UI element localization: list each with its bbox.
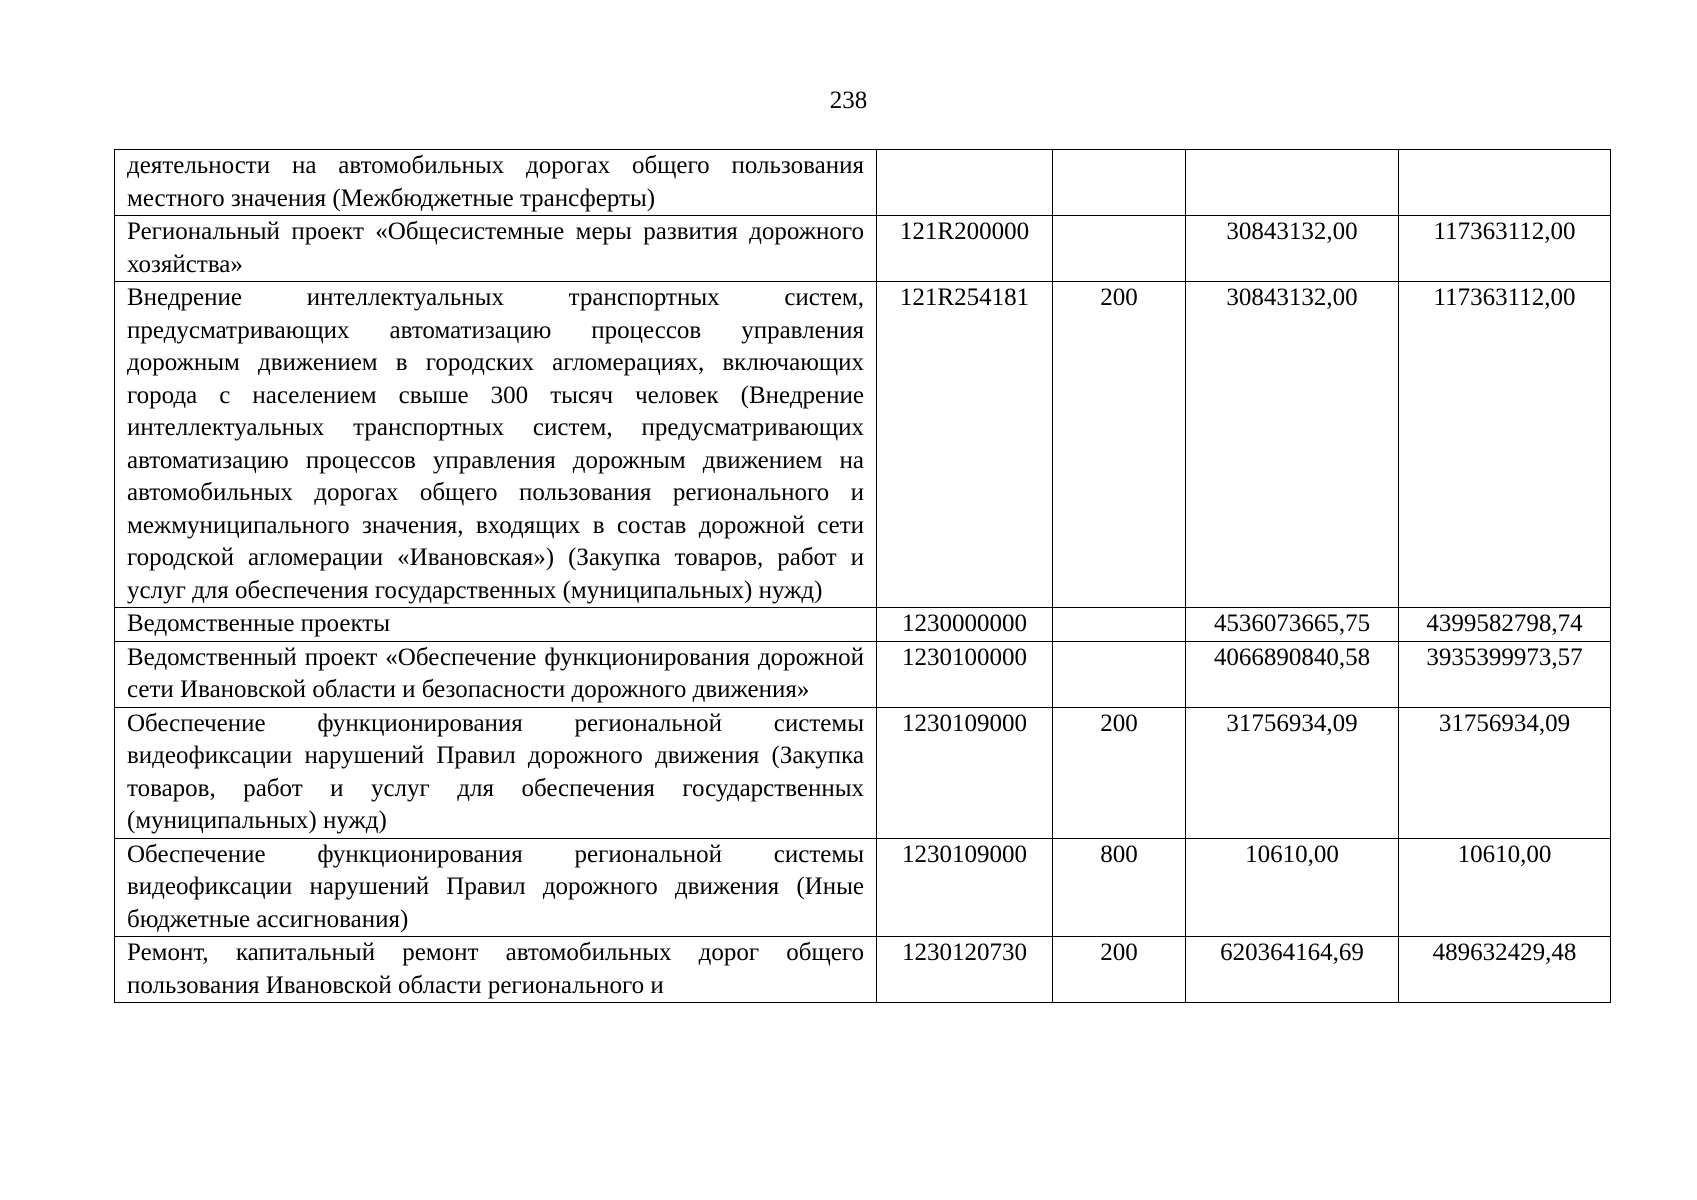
row-name-cell — [115, 216, 877, 282]
row-sum2-cell — [1399, 282, 1611, 608]
row-sum1-cell — [1186, 216, 1399, 282]
row-name: деятельности на автомобильных дорогах общего пользования местного значения (Межбюджетные трансферты) — [127, 152, 864, 212]
row-sum2-cell — [1399, 707, 1611, 838]
row-name: Ведомственный проект «Обеспечение функционирования дорожной сети Ивановской области и безопасности дорожного движения» — [127, 643, 864, 703]
table-row — [115, 282, 1611, 608]
row-sum2-cell — [1399, 216, 1611, 282]
row-code: 121R254181 — [899, 284, 1030, 311]
row-code-cell — [877, 282, 1053, 608]
row-sum2: 3935399973,57 — [1426, 643, 1583, 671]
row-name: Внедрение интеллектуальных транспортных систем, предусматривающих автоматизацию процессов управления дорожным движением в городских агломерациях, включающих города с населением свыше 300 тысяч человек (Внедрение интеллектуальных транспортных систем, предусматривающих автоматизацию процессов управления дорожным движением на автомобильных дорогах общего пользования регионального и межмуниципального значения, входящих в состав дорожной сети городской агломерации «Ивановская») (Закупка товаров, работ и услуг для обеспечения государственных (муниципальных) нужд) — [127, 284, 864, 604]
row-name-cell — [115, 937, 877, 1003]
table-row — [115, 216, 1611, 282]
row-name: Обеспечение функционирования региональной системы видеофиксации нарушений Правил дорожного движения (Закупка товаров, работ и услуг для обеспечения государственных (муниципальных) нужд) — [127, 709, 864, 834]
row-sum1: 31756934,09 — [1226, 709, 1358, 737]
row-kind: 200 — [1100, 284, 1138, 311]
row-sum1-cell — [1186, 150, 1399, 216]
row-sum1: 4536073665,75 — [1213, 610, 1371, 637]
row-sum1: 4066890840,58 — [1213, 643, 1371, 671]
row-kind-cell — [1053, 641, 1186, 707]
row-sum1: 10610,00 — [1245, 840, 1339, 868]
row-sum1: 30843132,00 — [1226, 218, 1358, 245]
row-code-cell — [877, 216, 1053, 282]
row-kind-cell — [1053, 150, 1186, 216]
row-name: Региональный проект «Общесистемные меры развития дорожного хозяйства» — [127, 218, 864, 278]
row-sum2-cell — [1399, 608, 1611, 642]
row-sum2: 4399582798,74 — [1426, 610, 1583, 637]
row-code-cell — [877, 608, 1053, 642]
row-sum1-cell — [1186, 641, 1399, 707]
row-code-cell — [877, 937, 1053, 1003]
row-sum1: 30843132,00 — [1226, 284, 1358, 311]
row-name-cell — [115, 707, 877, 838]
row-kind-cell — [1053, 282, 1186, 608]
row-code: 121R200000 — [899, 218, 1030, 245]
row-code: 1230109000 — [902, 709, 1027, 737]
row-sum1-cell — [1186, 707, 1399, 838]
row-sum2-cell — [1399, 641, 1611, 707]
row-code-cell — [877, 150, 1053, 216]
row-code-cell — [877, 838, 1053, 937]
row-sum1-cell — [1186, 608, 1399, 642]
row-sum1-cell — [1186, 838, 1399, 937]
row-name: Ремонт, капитальный ремонт автомобильных дорог общего пользования Ивановской области регионального и — [127, 939, 864, 999]
row-kind: 200 — [1100, 709, 1138, 737]
row-kind: 800 — [1100, 840, 1138, 868]
table-row — [115, 608, 1611, 642]
row-kind-cell — [1053, 838, 1186, 937]
row-sum1-cell — [1186, 282, 1399, 608]
table-row — [115, 707, 1611, 838]
row-sum2-cell — [1399, 937, 1611, 1003]
row-kind: 200 — [1100, 939, 1138, 966]
row-name-cell — [115, 282, 877, 608]
row-code-cell — [877, 641, 1053, 707]
table-row — [115, 150, 1611, 216]
row-sum2-cell — [1399, 150, 1611, 216]
row-sum2: 10610,00 — [1457, 840, 1552, 868]
row-name-cell — [115, 838, 877, 937]
table-row — [115, 838, 1611, 937]
row-name: Ведомственные проекты — [127, 610, 391, 637]
row-sum2-cell — [1399, 838, 1611, 937]
table-row — [115, 641, 1611, 707]
row-name-cell — [115, 641, 877, 707]
row-name: Обеспечение функционирования региональной системы видеофиксации нарушений Правил дорожного движения (Иные бюджетные ассигнования) — [127, 840, 864, 933]
row-name-cell — [115, 608, 877, 642]
row-sum2: 117363112,00 — [1433, 284, 1576, 311]
row-code: 1230109000 — [902, 840, 1027, 868]
row-code: 1230120730 — [902, 939, 1027, 966]
row-kind-cell — [1053, 608, 1186, 642]
row-sum1-cell — [1186, 937, 1399, 1003]
table-row — [115, 937, 1611, 1003]
row-kind-cell — [1053, 216, 1186, 282]
page-number: 238 — [829, 87, 868, 114]
row-sum1: 620364164,69 — [1220, 939, 1364, 966]
row-sum2: 117363112,00 — [1433, 218, 1576, 245]
row-code: 1230100000 — [902, 643, 1027, 671]
budget-table — [114, 149, 1611, 1003]
row-kind-cell — [1053, 937, 1186, 1003]
row-code-cell — [877, 707, 1053, 838]
row-code: 1230000000 — [902, 610, 1027, 637]
row-sum2: 489632429,48 — [1432, 939, 1577, 966]
row-kind-cell — [1053, 707, 1186, 838]
row-name-cell — [115, 150, 877, 216]
row-sum2: 31756934,09 — [1438, 709, 1571, 737]
